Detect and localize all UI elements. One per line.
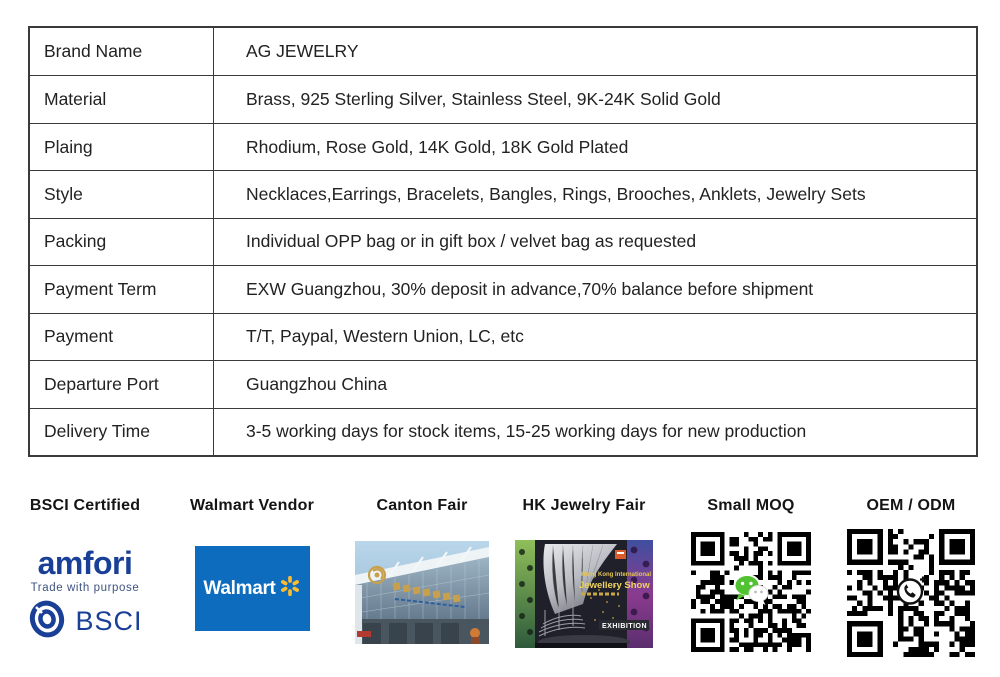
table-row [30, 408, 976, 455]
badge-label: Small MOQ [707, 497, 795, 514]
table-row [30, 360, 976, 407]
spec-label: Style [30, 171, 214, 217]
spec-value: 3-5 working days for stock items, 15-25 working days for new production [246, 421, 807, 442]
hk-exhibition-caption: EXHIBITION [602, 623, 648, 630]
spec-label: Payment [30, 314, 214, 360]
spec-label: Plaing [30, 124, 214, 170]
hk-jewelry-fair-photo [515, 540, 653, 648]
table-row [30, 218, 976, 265]
spec-value: Necklaces,Earrings, Bracelets, Bangles, Rings, Brooches, Anklets, Jewelry Sets [246, 184, 866, 205]
whatsapp-call-icon [891, 571, 931, 616]
table-row [30, 75, 976, 122]
spec-value: AG JEWELRY [246, 41, 359, 62]
badge-label: BSCI Certified [29, 497, 141, 514]
badge-label: Walmart Vendor [189, 497, 314, 514]
table-row [30, 123, 976, 170]
spec-label: Packing [30, 219, 214, 265]
canton-fair-photo [355, 541, 489, 644]
spec-label: Delivery Time [30, 409, 214, 455]
wechat-qr-code [691, 529, 811, 655]
spec-label: Payment Term [30, 266, 214, 312]
whatsapp-qr-code [847, 529, 975, 657]
walmart-wordmark: Walmart [203, 577, 276, 599]
badge-hk-jewelry-fair [510, 497, 658, 648]
amfori-wordmark: amfori [37, 545, 133, 581]
badge-label: HK Jewelry Fair [522, 497, 646, 514]
hk-show-line1: Hong Kong International [581, 572, 651, 578]
spec-value: Individual OPP bag or in gift box / velvet bag as requested [246, 231, 697, 252]
spec-value: Brass, 925 Sterling Silver, Stainless Steel, 9K-24K Solid Gold [246, 89, 721, 110]
amfori-bsci-logo [10, 547, 160, 645]
badge-label: Canton Fair [376, 497, 468, 514]
bsci-wordmark: BSCI [75, 606, 143, 636]
walmart-spark-icon [279, 575, 301, 602]
table-row [30, 313, 976, 360]
spec-value: Guangzhou China [246, 373, 388, 394]
badge-small-moq [689, 497, 813, 655]
table-row [30, 28, 976, 75]
table-row [30, 170, 976, 217]
badge-oem-odm [846, 497, 976, 657]
spec-label: Material [30, 76, 214, 122]
spec-value: T/T, Paypal, Western Union, LC, etc [246, 326, 524, 347]
badge-canton-fair [352, 497, 492, 644]
product-spec-table [28, 26, 978, 457]
walmart-logo [195, 546, 310, 631]
spec-value: EXW Guangzhou, 30% deposit in advance,70% balance before shipment [246, 278, 814, 299]
spec-value: Rhodium, Rose Gold, 14K Gold, 18K Gold Plated [246, 136, 629, 157]
badge-bsci-certified [10, 497, 160, 645]
hk-show-line2: Jewellery Show [579, 580, 650, 591]
spec-label: Departure Port [30, 361, 214, 407]
spec-label: Brand Name [30, 28, 214, 75]
amfori-tagline: Trade with purpose [30, 582, 140, 594]
wechat-icon [732, 573, 770, 612]
badge-walmart-vendor [182, 497, 322, 631]
table-row [30, 265, 976, 312]
bsci-spiral-icon [27, 598, 67, 645]
badge-label: OEM / ODM [866, 497, 956, 514]
